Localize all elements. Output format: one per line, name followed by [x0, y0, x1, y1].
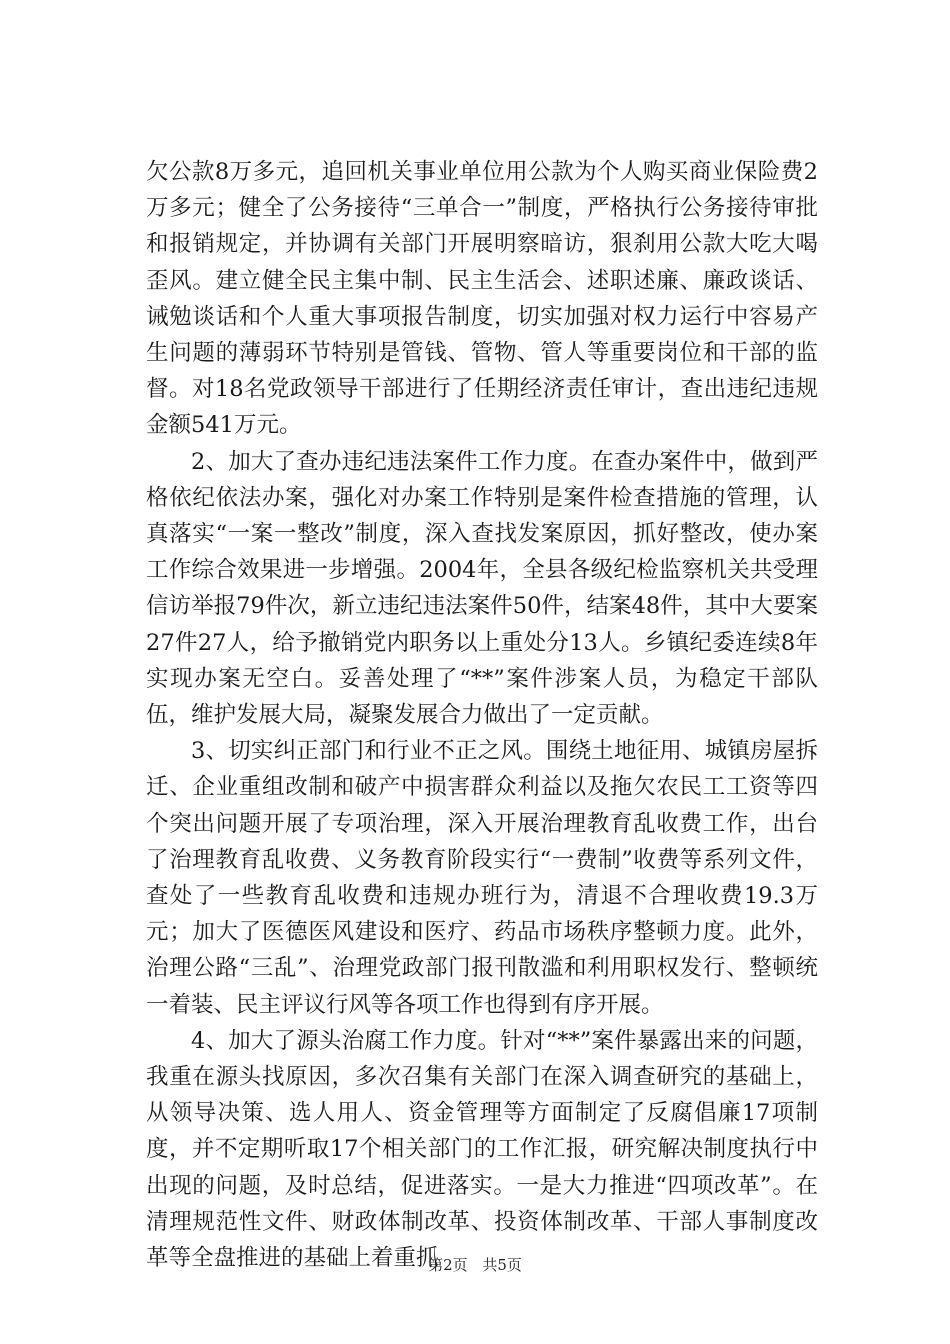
document-body [146, 154, 818, 1276]
paragraph-industry-rectification: 3、切实纠正部门和行业不正之风。围绕土地征用、城镇房屋拆迁、企业重组改制和破产中损害群众利益以及拖欠农民工工资等四个突出问题开展了专项治理，深入开展治理教育乱收费工作，出台了治理教育乱收费、义务教育阶段实行“一费制”收费等系列文件，查处了一些教育乱收费和违规办班行为，清退不合理收费19.3万元；加大了医德医风建设和医疗、药品市场秩序整顿力度。此外，治理公路“三乱”、治理党政部门报刊散滥和利用职权发行、整顿统一着装、民主评议行风等各项工作也得到有序开展。 [146, 738, 818, 1018]
paragraph-case-investigation: 2、加大了查办违纪违法案件工作力度。在查办案件中，做到严格依纪依法办案，强化对办案工作特别是案件检查措施的管理，认真落实“一案一整改”制度，深入查找发案原因，抓好整改，使办案工作综合效果进一步增强。2004年，全县各级纪检监察机关共受理信访举报79件次，新立违纪违法案件50件，结案48件，其中大要案27件27人，给予撤销党内职务以上重处分13人。乡镇纪委连续8年实现办案无空白。妥善处理了“**”案件涉案人员，为稳定干部队伍，维护发展大局，凝聚发展合力做出了一定贡献。 [146, 448, 818, 729]
total-pages: 共5页 [482, 1256, 522, 1274]
page-number: 第2页 [428, 1256, 468, 1274]
paragraph-source-prevention: 4、加大了源头治腐工作力度。针对“**”案件暴露出来的问题，我重在源头找原因，多次召集有关部门在深入调查研究的基础上，从领导决策、选人用人、资金管理等方面制定了反腐倡廉17项制度，并不定期听取17个相关部门的工作汇报，研究解决制度执行中出现的问题，及时总结，促进落实。一是大力推进“四项改革”。在清理规范性文件、财政体制改革、投资体制改革、干部人事制度改革等全盘推进的基础上着重抓 [146, 1027, 818, 1272]
paragraph-continuation: 欠公款8万多元，追回机关事业单位用公款为个人购买商业保险费2万多元；健全了公务接待“三单合一”制度，严格执行公务接待审批和报销规定，并协调有关部门开展明察暗访，狠刹用公款大吃大喝歪风。建立健全民主集中制、民主生活会、述职述廉、廉政谈话、诫勉谈话和个人重大事项报告制度，切实加强对权力运行中容易产生问题的薄弱环节特别是管钱、管物、管人等重要岗位和干部的监督。对18名党政领导干部进行了任期经济责任审计，查出违纪违规金额541万元。 [146, 159, 818, 439]
page-footer [0, 1254, 950, 1275]
